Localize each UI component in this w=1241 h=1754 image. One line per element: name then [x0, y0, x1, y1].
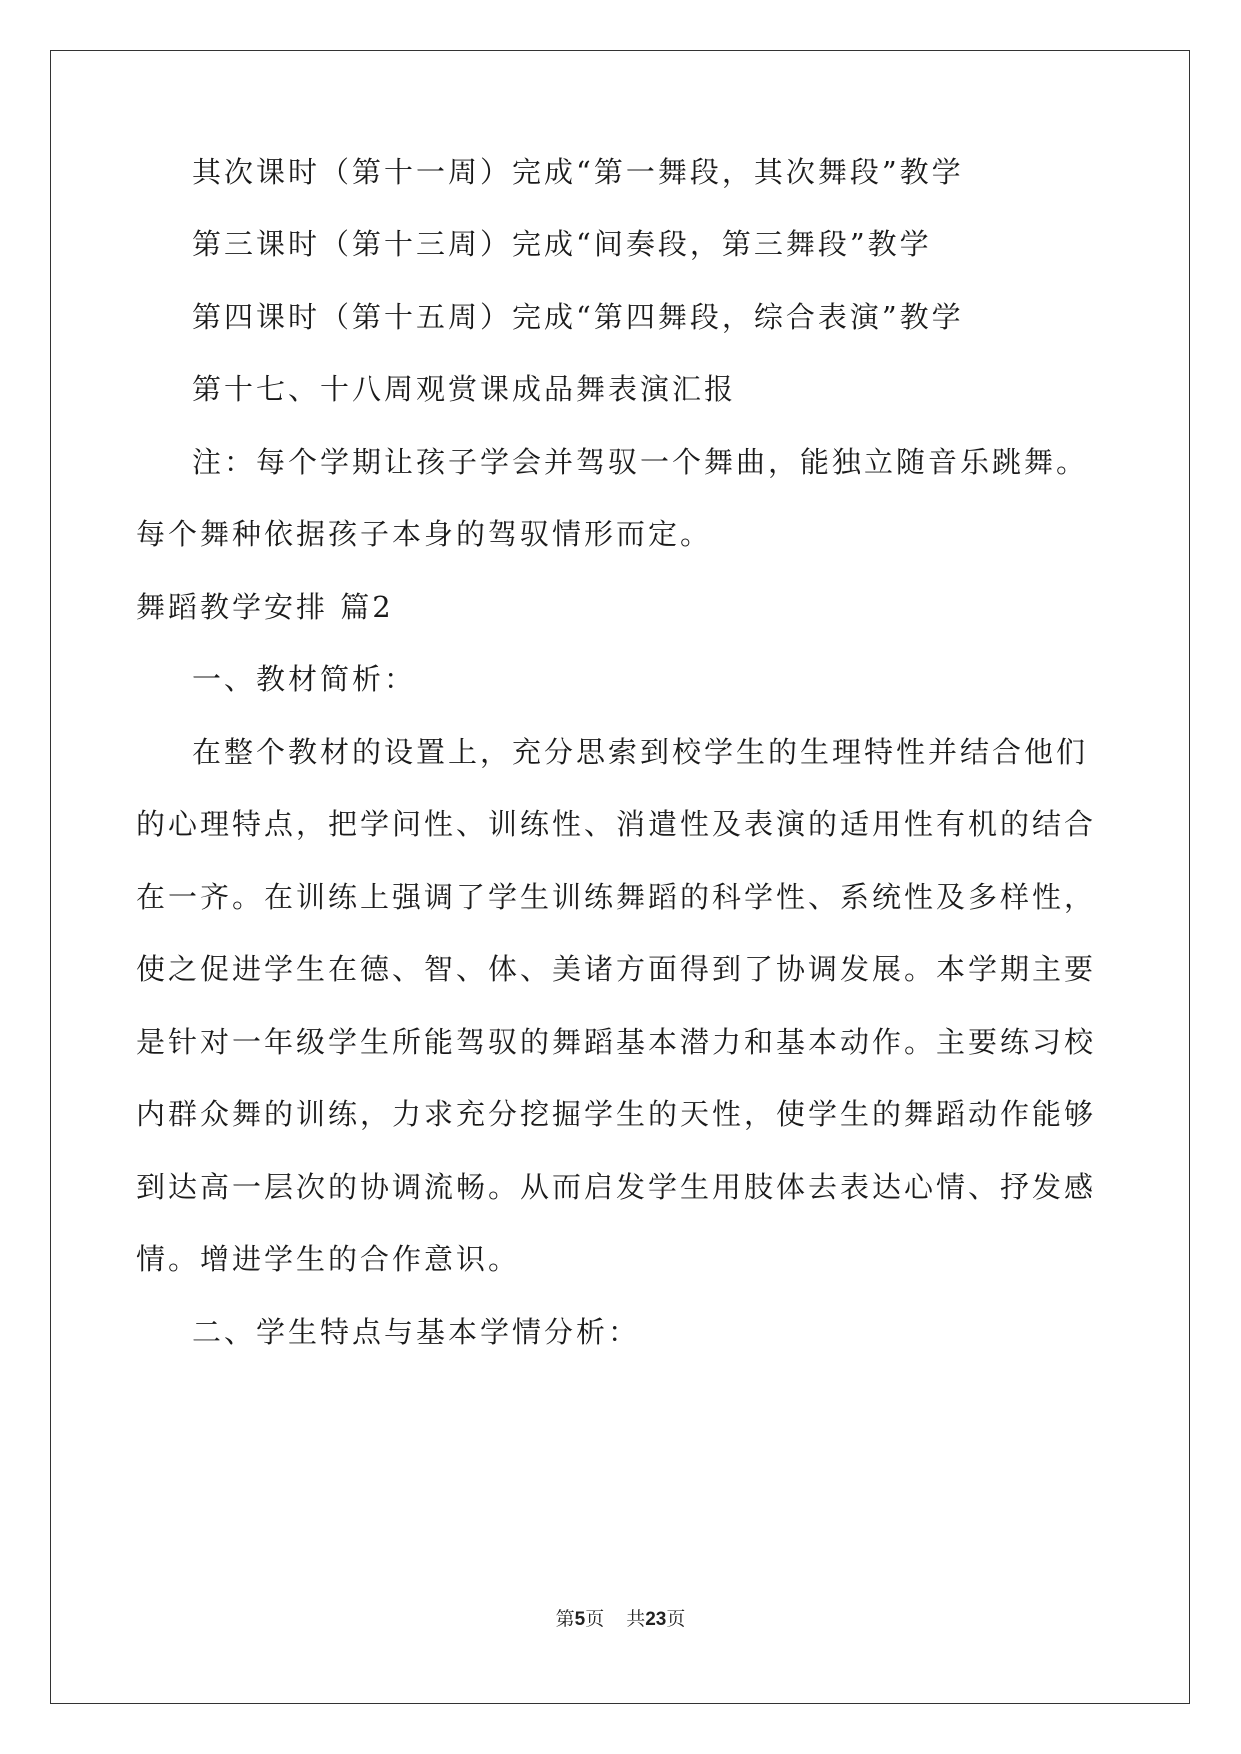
schedule-line-weeks-17-18: 第十七、十八周观赏课成品舞表演汇报 [192, 372, 737, 406]
body-paragraph-line: 内群众舞的训练，力求充分挖掘学生的天性，使学生的舞蹈动作能够 [136, 1097, 1097, 1131]
schedule-line-lesson-3: 第三课时（第十三周）完成“间奏段，第三舞段”教学 [192, 227, 932, 261]
page-prefix: 第 [555, 1608, 575, 1630]
body-paragraph-line: 的心理特点，把学问性、训练性、消遣性及表演的适用性有机的结合 [136, 807, 1097, 841]
subheading-student-analysis: 二、学生特点与基本学情分析： [192, 1315, 641, 1349]
total-prefix: 共 [626, 1608, 646, 1630]
body-paragraph-line: 到达高一层次的协调流畅。从而启发学生用肢体去表达心情、抒发感 [136, 1170, 1097, 1204]
page-number: 5 [574, 1609, 586, 1630]
total-suffix: 页 [666, 1608, 686, 1630]
schedule-line-lesson-2: 其次课时（第十一周）完成“第一舞段，其次舞段”教学 [192, 155, 964, 189]
body-paragraph-line: 在一齐。在训练上强调了学生训练舞蹈的科学性、系统性及多样性， [136, 880, 1097, 914]
note-paragraph-line-2: 每个舞种依据孩子本身的驾驭情形而定。 [136, 517, 713, 551]
total-pages: 23 [645, 1609, 667, 1630]
page-footer [0, 1607, 1241, 1632]
body-paragraph-line: 在整个教材的设置上，充分思索到校学生的生理特性并结合他们 [192, 735, 1089, 769]
body-paragraph-line: 是针对一年级学生所能驾驭的舞蹈基本潜力和基本动作。主要练习校 [136, 1025, 1097, 1059]
note-paragraph-line-1: 注：每个学期让孩子学会并驾驭一个舞曲，能独立随音乐跳舞。 [192, 445, 1089, 479]
page-suffix: 页 [585, 1608, 605, 1630]
subheading-textbook-analysis: 一、教材简析： [192, 662, 417, 696]
body-paragraph-line: 使之促进学生在德、智、体、美诸方面得到了协调发展。本学期主要 [136, 952, 1097, 986]
body-paragraph-line: 情。增进学生的合作意识。 [136, 1242, 521, 1276]
section-heading: 舞蹈教学安排 篇2 [136, 590, 394, 624]
schedule-line-lesson-4: 第四课时（第十五周）完成“第四舞段，综合表演”教学 [192, 300, 964, 334]
